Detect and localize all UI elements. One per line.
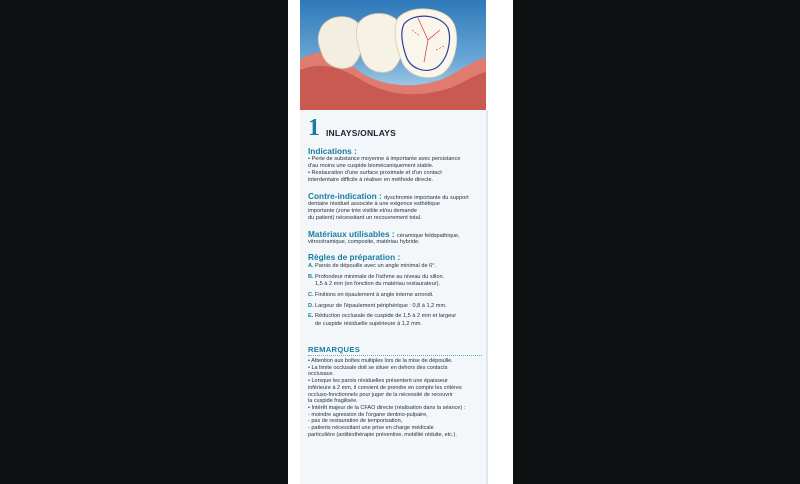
- contre-indication-text: [308, 201, 484, 222]
- list-letter: D.: [308, 302, 314, 309]
- text-line: • Restauration d'une surface proximale et d'un contact: [308, 169, 442, 176]
- list-item: [308, 292, 484, 299]
- text-line: 1,5 à 2 mm (en fonction du matériau restaurateur).: [315, 281, 440, 288]
- right-dark-margin: [512, 0, 800, 484]
- remarques-text: [308, 358, 484, 438]
- regles-heading: Règles de préparation :: [308, 252, 401, 262]
- indications-text: [308, 156, 484, 184]
- list-item: [308, 274, 484, 289]
- list-letter: E.: [308, 313, 314, 320]
- text-line: dentaire résiduel associée à une exigence esthétique: [308, 201, 440, 207]
- text-line: particulière (antibiothérapie préventive, mobilité réduite, etc.).: [308, 431, 457, 438]
- text-line: occlusaux.: [308, 371, 334, 378]
- text-line: occluso-fonctionnels pour juger de la nécessité de recouvrir: [308, 391, 453, 398]
- section-number: 1: [308, 115, 320, 141]
- text-line: • Lorsque les parois résiduelles présentent une épaisseur: [308, 378, 448, 385]
- text-line: Profondeur minimale de l'isthme au niveau du sillon.: [315, 273, 445, 280]
- text-line: Parois de dépouille avec un angle minimal de 6°.: [315, 263, 437, 269]
- text-line: du patient) nécessitant un recouvrement total.: [308, 214, 422, 221]
- text-line: vitrocéramique, composite, matériau hybride.: [308, 239, 420, 245]
- text-line: - pas de restauration de temporisation,: [308, 418, 403, 425]
- tooth-illustration: [300, 0, 486, 110]
- section-title: INLAYS/ONLAYS: [326, 128, 396, 138]
- text-line: • Attention aux boîtes multiples lors de la mise de dépouille.: [308, 358, 453, 364]
- contre-indication-label: Contre-indication :: [308, 191, 382, 201]
- text-line: Finitions en épaulement à angle interne arrondi.: [315, 291, 434, 298]
- text-line: de cuspide résiduelle supérieure à 1,2 mm.: [315, 320, 422, 327]
- materiaux-inline-text: céramique feldspathique,: [397, 233, 460, 239]
- list-letter: C.: [308, 291, 314, 298]
- materiaux-text: [308, 239, 484, 246]
- contre-indication-heading: [308, 191, 488, 201]
- materiaux-heading: [308, 229, 488, 239]
- text-line: inférieure à 2 mm, il convient de prendre en compte les critères: [308, 384, 462, 391]
- text-line: Largeur de l'épaulement périphérique : 0,8 à 1,2 mm.: [315, 302, 447, 309]
- document-page: [288, 0, 513, 484]
- list-letter: A.: [308, 263, 314, 269]
- text-line: • Intérêt majeur de la CFAO directe (réalisation dans la séance) :: [308, 404, 466, 411]
- left-dark-margin: [0, 0, 288, 484]
- indications-heading: Indications :: [308, 146, 357, 156]
- materiaux-label: Matériaux utilisables :: [308, 229, 395, 239]
- list-item: [308, 313, 484, 328]
- teeth-3d-icon: [300, 0, 486, 110]
- contre-indication-inline-text: dyschromie importante du support: [384, 195, 469, 201]
- text-line: - moindre agression de l'organe dentino-pulpaire,: [308, 411, 428, 418]
- list-item: [308, 303, 484, 310]
- list-letter: B.: [308, 273, 314, 280]
- text-line: interdentaire difficile à réaliser en méthode directe.: [308, 176, 434, 183]
- text-line: • La limite occlusale doit se situer en dehors des contacts: [308, 364, 448, 371]
- list-item: [308, 263, 484, 270]
- text-line: d'au moins une cuspide biomécaniquement stable.: [308, 162, 434, 169]
- text-line: • Perte de substance moyenne à importante avec persistance: [308, 156, 461, 162]
- remarques-heading: REMARQUES: [308, 345, 361, 354]
- regles-list: [308, 263, 484, 328]
- text-line: importante (zone très visible et/ou demande: [308, 207, 417, 214]
- text-line: la cuspide fragilisée.: [308, 398, 358, 405]
- text-line: Réduction occlusale de cuspide de 1,5 à 2 mm et largeur: [315, 313, 457, 320]
- text-line: - patients nécessitant une prise en charge médicale: [308, 425, 434, 432]
- dotted-divider: [308, 355, 482, 356]
